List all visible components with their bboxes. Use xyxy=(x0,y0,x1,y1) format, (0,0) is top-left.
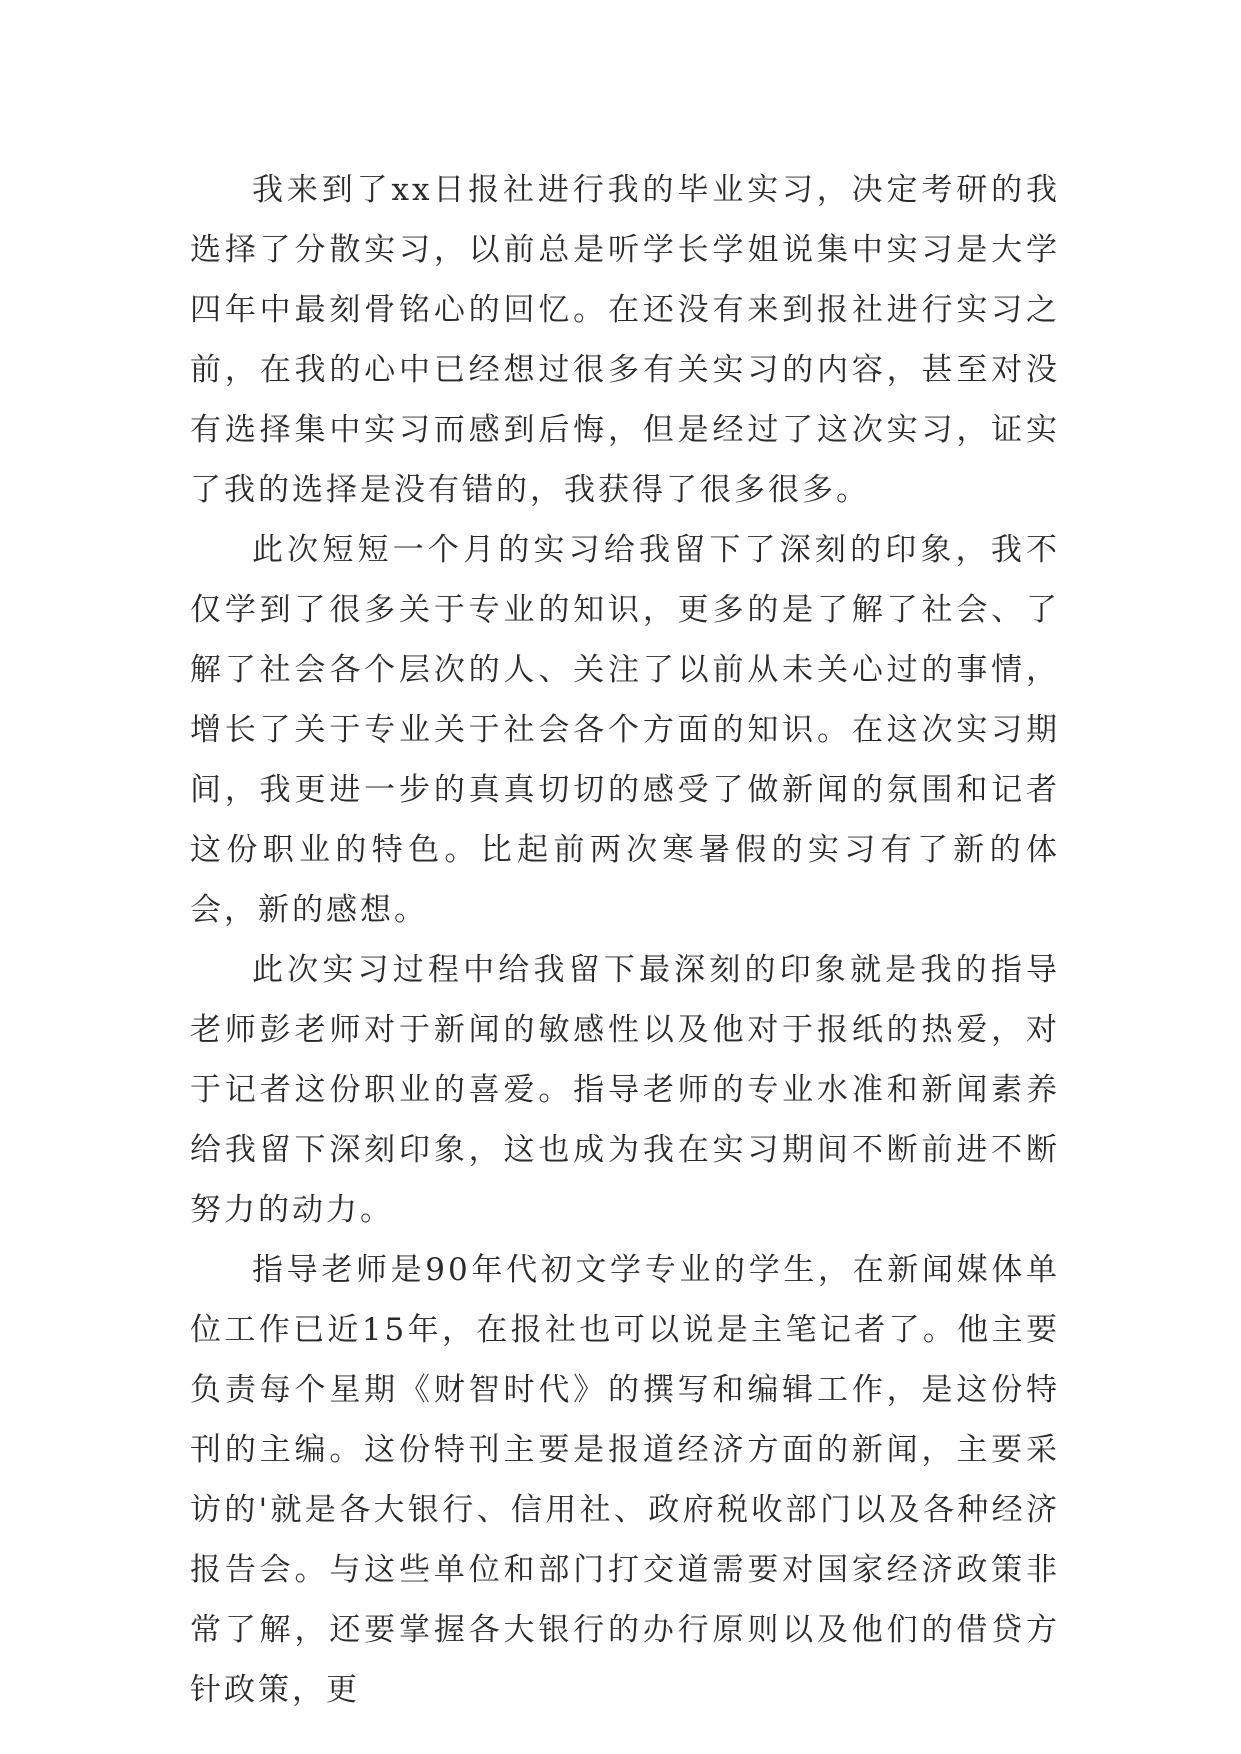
paragraph-1: 我来到了xx日报社进行我的毕业实习，决定考研的我选择了分散实习，以前总是听学长学姐说集中实习是大学四年中最刻骨铭心的回忆。在还没有来到报社进行实习之前，在我的心中已经想过很多有关实习的内容，甚至对没有选择集中实习而感到后悔，但是经过了这次实习，证实了我的选择是没有错的，我获得了很多很多。 xyxy=(190,172,1060,508)
document-body xyxy=(190,160,1060,1720)
paragraph-3: 此次实习过程中给我留下最深刻的印象就是我的指导老师彭老师对于新闻的敏感性以及他对于报纸的热爱，对于记者这份职业的喜爱。指导老师的专业水准和新闻素养给我留下深刻印象，这也成为我在实习期间不断前进不断努力的动力。 xyxy=(190,952,1060,1228)
paragraph-2: 此次短短一个月的实习给我留下了深刻的印象，我不仅学到了很多关于专业的知识，更多的是了解了社会、了解了社会各个层次的人、关注了以前从未关心过的事情，增长了关于专业关于社会各个方面的知识。在这次实习期间，我更进一步的真真切切的感受了做新闻的氛围和记者这份职业的特色。比起前两次寒暑假的实习有了新的体会，新的感想。 xyxy=(190,532,1060,928)
paragraph-4: 指导老师是90年代初文学专业的学生，在新闻媒体单位工作已近15年，在报社也可以说是主笔记者了。他主要负责每个星期《财智时代》的撰写和编辑工作，是这份特刊的主编。这份特刊主要是报道经济方面的新闻，主要采访的'就是各大银行、信用社、政府税收部门以及各种经济报告会。与这些单位和部门打交道需要对国家经济政策非常了解，还要掌握各大银行的办行原则以及他们的借贷方针政策，更 xyxy=(190,1252,1060,1708)
